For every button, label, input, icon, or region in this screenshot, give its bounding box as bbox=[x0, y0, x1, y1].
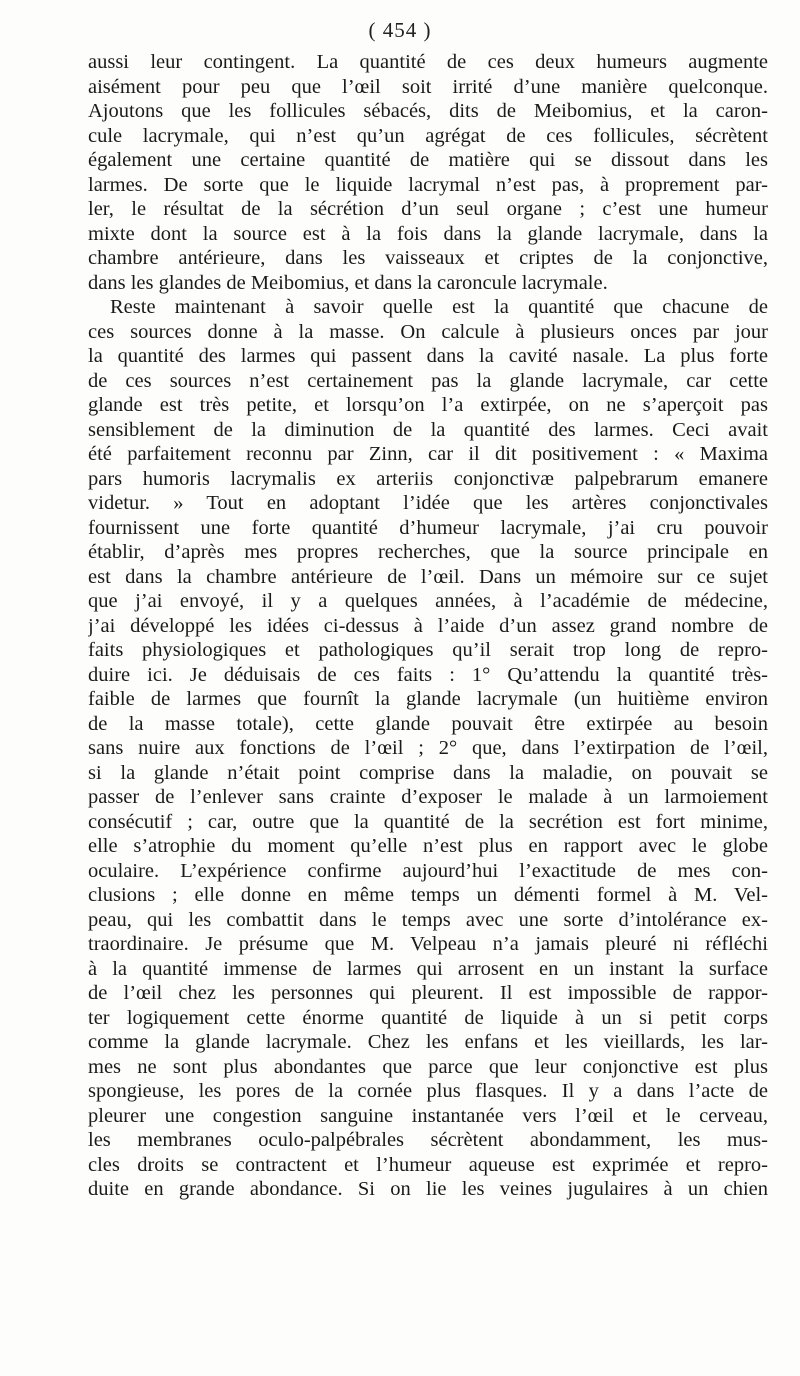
text-line: aisément pour peu que l’œil soit irrité d’une manière quelconque. bbox=[88, 75, 768, 98]
text-line: peau, qui les combattit dans le temps avec une sorte d’intolérance ex- bbox=[88, 908, 768, 931]
text-line: duire ici. Je déduisais de ces faits : 1° Qu’attendu la quantité très- bbox=[88, 663, 768, 686]
text-line: videtur. » Tout en adoptant l’idée que les artères conjonctivales bbox=[88, 492, 768, 514]
text-line: larmes. De sorte que le liquide lacrymal n’est pas, à proprement par- bbox=[88, 173, 768, 196]
text-line: j’ai développé les idées ci-dessus à l’aide d’un assez grand nombre de bbox=[88, 614, 768, 637]
text-line: clusions ; elle donne en même temps un démenti formel à M. Vel- bbox=[88, 884, 768, 906]
text-line: sans nuire aux fonctions de l’œil ; 2° que, dans l’extirpation de l’œil, bbox=[88, 737, 768, 759]
text-line: de l’œil chez les personnes qui pleurent. Il est impossible de rappor- bbox=[88, 982, 768, 1004]
text-line: pars humoris lacrymalis ex arteriis conjonctivæ palpebrarum emanere bbox=[88, 467, 768, 490]
text-line: pleurer une congestion sanguine instantanée vers l’œil et le cerveau, bbox=[88, 1104, 768, 1127]
text-line: établir, d’après mes propres recherches, que la source principale en bbox=[88, 541, 768, 563]
text-line: Reste maintenant à savoir quelle est la quantité que chacune de bbox=[110, 296, 768, 318]
text-line: de la masse totale), cette glande pouvait être extirpée au besoin bbox=[88, 712, 768, 735]
text-line: est dans la chambre antérieure de l’œil. Dans un mémoire sur ce sujet bbox=[88, 565, 768, 588]
text-line: spongieuse, les pores de la cornée plus flasques. Il y a dans l’acte de bbox=[88, 1080, 768, 1102]
text-line: consécutif ; car, outre que la quantité de la secrétion est fort minime, bbox=[88, 810, 768, 833]
text-line: traordinaire. Je présume que M. Velpeau n’a jamais pleuré ni réfléchi bbox=[88, 933, 768, 955]
text-line: oculaire. L’expérience confirme aujourd’hui l’exactitude de mes con- bbox=[88, 859, 768, 882]
text-line: été parfaitement reconnu par Zinn, car il dit positivement : « Maxima bbox=[88, 443, 768, 465]
text-line: comme la glande lacrymale. Chez les enfans et les vieillards, les lar- bbox=[88, 1031, 768, 1053]
text-line: chambre antérieure, dans les vaisseaux et criptes de la conjonctive, bbox=[88, 247, 768, 269]
body-text bbox=[88, 50, 768, 1202]
text-line: ler, le résultat de la sécrétion d’un seul organe ; c’est une humeur bbox=[88, 198, 768, 220]
text-line: la quantité des larmes qui passent dans la cavité nasale. La plus forte bbox=[88, 345, 768, 367]
text-line: aussi leur contingent. La quantité de ces deux humeurs augmente bbox=[88, 51, 768, 73]
text-line: mixte dont la source est à la fois dans la glande lacrymale, dans la bbox=[88, 222, 768, 245]
text-line: faible de larmes que fournît la glande lacrymale (un huitième environ bbox=[88, 688, 768, 710]
text-line: dans les glandes de Meibomius, et dans la caroncule lacrymale. bbox=[88, 271, 608, 294]
text-line: que j’ai envoyé, il y a quelques années, à l’académie de médecine, bbox=[88, 590, 768, 612]
text-line: elle s’atrophie du moment qu’elle n’est plus en rapport avec le globe bbox=[88, 835, 768, 857]
text-line: également une certaine quantité de matière qui se dissout dans les bbox=[88, 149, 768, 171]
text-line: sensiblement de la diminution de la quantité des larmes. Ceci avait bbox=[88, 418, 768, 441]
text-line: mes ne sont plus abondantes que parce que leur conjonctive est plus bbox=[88, 1055, 768, 1078]
text-line: cule lacrymale, qui n’est qu’un agrégat de ces follicules, sécrètent bbox=[88, 124, 768, 147]
text-line: cles droits se contractent et l’humeur aqueuse est exprimée et repro- bbox=[88, 1153, 768, 1176]
text-line: ter logiquement cette énorme quantité de liquide à un si petit corps bbox=[88, 1006, 768, 1029]
text-line: à la quantité immense de larmes qui arrosent en un instant la surface bbox=[88, 957, 768, 980]
text-line: fournissent une forte quantité d’humeur lacrymale, j’ai cru pouvoir bbox=[88, 516, 768, 539]
text-line: passer de l’enlever sans crainte d’exposer le malade à un larmoiement bbox=[88, 786, 768, 808]
text-line: si la glande n’était point comprise dans la maladie, on pouvait se bbox=[88, 761, 768, 784]
page-number: ( 454 ) bbox=[368, 18, 432, 42]
text-line: Ajoutons que les follicules sébacés, dits de Meibomius, et la caron- bbox=[88, 100, 768, 122]
text-line: les membranes oculo-palpébrales sécrètent abondamment, les mus- bbox=[88, 1129, 768, 1151]
text-line: faits physiologiques et pathologiques qu’il serait trop long de repro- bbox=[88, 639, 768, 661]
text-line: de ces sources n’est certainement pas la glande lacrymale, car cette bbox=[88, 369, 768, 392]
text-line: glande est très petite, et lorsqu’on l’a extirpée, on ne s’aperçoit pas bbox=[88, 394, 768, 416]
text-line: ces sources donne à la masse. On calcule à plusieurs onces par jour bbox=[88, 320, 768, 343]
text-line: duite en grande abondance. Si on lie les veines jugulaires à un chien bbox=[88, 1178, 768, 1200]
